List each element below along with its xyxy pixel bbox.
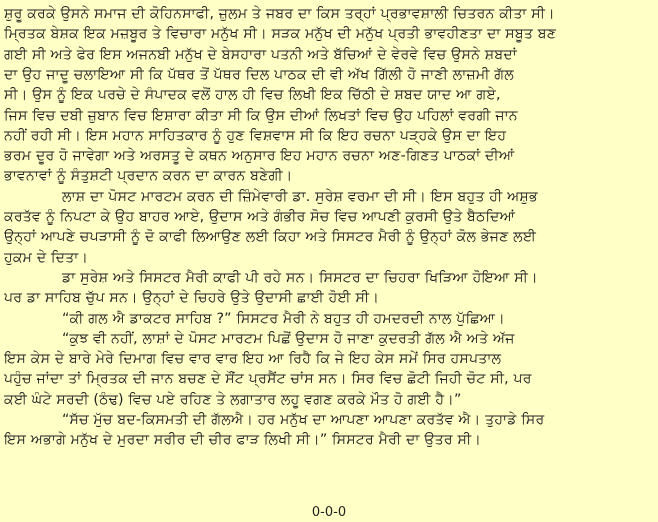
text-line: “ਕੀ ਗਲ ਐ ਡਾਕਟਰ ਸਾਹਿਬ ?” ਸਿਸਟਰ ਮੈਰੀ ਨੇ ਬਹੁਤ ਹੀ ਹਮਦਰਦੀ ਨਾਲ ਪੁੱਛਿਆ। [62, 310, 505, 327]
text-line: “ਕੁਝ ਵੀ ਨਹੀਂ, ਲਾਸ਼ਾਂ ਦੇ ਪੋਸਟ ਮਾਰਟਮ ਪਿਛੋਂ ਉਦਾਸ ਹੋ ਜਾਣਾ ਕੁਦਰਤੀ ਗੱਲ ਐ ਅਤੇ ਅੱਜ [62, 330, 515, 347]
text-line: ਡਾ ਸੁਰੇਸ਼ ਅਤੇ ਸਿਸਟਰ ਮੈਰੀ ਕਾਫੀ ਪੀ ਰਹੇ ਸਨ। ਸਿਸਟਰ ਦਾ ਚਿਹਰਾ ਖਿੜਿਆ ਹੋਇਆ ਸੀ। [62, 269, 538, 286]
text-line: “ਸੱਚ ਮੁੱਚ ਬਦ-ਕਿਸਮਤੀ ਦੀ ਗੱਲਐ। ਹਰ ਮਨੁੱਖ ਦਾ ਆਪਣਾ ਆਪਣਾ ਕਰਤੱਵ ਐ। ਤੁਹਾਡੇ ਸਿਰ [62, 412, 545, 428]
section-end-mark: 0-0-0 [311, 505, 347, 520]
text-line: ਭਾਵਨਾਵਾਂ ਨੂੰ ਸੰਤੁਸ਼ਟੀ ਪ੍ਰਦਾਨ ਕਰਨ ਦਾ ਕਾਰਨ ਬਣੇਗੀ। [4, 168, 293, 185]
text-line: ਸੀ। ਉਸ ਨੂੰ ਇਕ ਪਰਚੇ ਦੇ ਸੰਪਾਦਕ ਵਲੋਂ ਹਾਲ ਹੀ ਵਿਚ ਲਿਖੀ ਇਕ ਚਿੱਠੀ ਦੇ ਸ਼ਬਦ ਯਾਦ ਆ ਗਏ, [4, 87, 501, 104]
text-line: ਗਈ ਸੀ ਅਤੇ ਫੇਰ ਇਸ ਅਜਨਬੀ ਮਨੁੱਖ ਦੇ ਬੇਸਹਾਰਾ ਪਤਨੀ ਅਤੇ ਬੱਚਿਆਂ ਦੇ ਵੇਰਵੇ ਵਿਚ ਉਸਨੇ ਸ਼ਬਦਾਂ [4, 46, 517, 63]
text-line: ਪਰ ਡਾ ਸਾਹਿਬ ਚੁੱਪ ਸਨ। ਉਨ੍ਹਾਂ ਦੇ ਚਿਹਰੇ ਉਤੇ ਉਦਾਸੀ ਛਾਈ ਹੋਈ ਸੀ। [4, 290, 380, 307]
document-page [4, 4, 654, 520]
text-line: ਉਨ੍ਹਾਂ ਆਪਣੇ ਚਪੜਾਸੀ ਨੂੰ ਦੋ ਕਾਫੀ ਲਿਆਉਣ ਲਈ ਕਿਹਾ ਅਤੇ ਸਿਸਟਰ ਮੈਰੀ ਨੂੰ ਉਨ੍ਹਾਂ ਕੋਲ ਭੇਜਣ ਲਈ [4, 229, 537, 246]
text-line: ਲਾਸ਼ ਦਾ ਪੋਸਟ ਮਾਰਟਮ ਕਰਨ ਦੀ ਜ਼ਿੰਮੇਵਾਰੀ ਡਾ. ਸੁਰੇਸ਼ ਵਰਮਾ ਦੀ ਸੀ। ਇਸ ਬਹੁਤ ਹੀ ਅਸ਼ੁਭ [62, 188, 538, 205]
text-line: ਕਈ ਘੰਟੇ ਸਰਦੀ (ਠੰਢ) ਵਿਚ ਪਏ ਰਹਿਣ ਤੇ ਲਗਾਤਾਰ ਲਹੂ ਵਗਣ ਕਰਕੇ ਮੌਤ ਹੋ ਗਈ ਹੈ।” [4, 391, 462, 408]
text-line: ਨਹੀਂ ਰਹੀ ਸੀ। ਇਸ ਮਹਾਨ ਸਾਹਿਤਕਾਰ ਨੂੰ ਹੁਣ ਵਿਸ਼ਵਾਸ ਸੀ ਕਿ ਇਹ ਰਚਨਾ ਪੜ੍ਹਕੇ ਉਸ ਦਾ ਇਹ [4, 127, 507, 144]
text-line: ਇਸ ਅਭਾਗੇ ਮਨੁੱਖ ਦੇ ਮੁਰਦਾ ਸਰੀਰ ਦੀ ਚੀਰ ਫਾੜ ਲਿਖੀ ਸੀ।” ਸਿਸਟਰ ਮੈਰੀ ਦਾ ਉਤਰ ਸੀ। [4, 432, 482, 449]
text-line: ਜਿਸ ਵਿਚ ਦਬੀ ਜ਼ੁਬਾਨ ਵਿਚ ਇਸ਼ਾਰਾ ਕੀਤਾ ਸੀ ਕਿ ਉਸ ਦੀਆਂ ਲਿਖਤਾਂ ਵਿਚ ਉਹ ਪਹਿਲਾਂ ਵਰਗੀ ਜਾਨ [4, 107, 518, 124]
text-line: ਪਹੁੰਚ ਜਾਂਦਾ ਤਾਂ ਮ੍ਰਿਤਕ ਦੀ ਜਾਨ ਬਚਣ ਦੇ ਸੌਂਟ ਪ੍ਰਸੈਂਟ ਚਾਂਸ ਸਨ। ਸਿਰ ਵਿਚ ਛੋਟੀ ਜਿਹੀ ਚੋਟ ਸੀ, ਪਰ [4, 371, 532, 388]
text-line: ਹੁਕਮ ਦੇ ਦਿਤਾ। [4, 249, 89, 266]
text-line: ਇਸ ਕੇਸ ਦੇ ਬਾਰੇ ਮੇਰੇ ਦਿਮਾਗ ਵਿਚ ਵਾਰ ਵਾਰ ਇਹ ਆ ਰਿਹੈ ਕਿ ਜੇ ਇਹ ਕੇਸ ਸਮੇਂ ਸਿਰ ਹਸਪਤਾਲ [4, 351, 502, 368]
text-line: ਮ੍ਰਿਤਕ ਬੇਸ਼ਕ ਇਕ ਮਜ਼ਬੂਰ ਤੇ ਵਿਚਾਰਾ ਮਨੁੱਖ ਸੀ। ਸੜਕ ਮਨੁੱਖ ਦੀ ਮਨੁੱਖ ਪ੍ਰਤੀ ਭਾਵਹੀਣਤਾ ਦਾ ਸਬੂਤ ਬਣ [4, 26, 557, 43]
text-line: ਦਾ ਉਹ ਜਾਦੂ ਚਲਾਇਆ ਸੀ ਕਿ ਪੱਥਰ ਤੋਂ ਪੱਥਰ ਦਿਲ ਪਾਠਕ ਦੀ ਵੀ ਅੱਖ ਗਿੱਲੀ ਹੋ ਜਾਣੀ ਲਾਜ਼ਮੀ ਗੱਲ [4, 66, 515, 83]
text-line: ਭਰਮ ਦੂਰ ਹੋ ਜਾਵੇਗਾ ਅਤੇ ਅਰਸਤੂ ਦੇ ਕਥਨ ਅਨੁਸਾਰ ਇਹ ਮਹਾਨ ਰਚਨਾ ਅਣ-ਗਿਣਤ ਪਾਠਕਾਂ ਦੀਆਂ [4, 148, 515, 165]
text-line: ਸ਼ੁਰੂ ਕਰਕੇ ਉਸਨੇ ਸਮਾਜ ਦੀ ਕੋਹਿਨਸਾਫੀ, ਜ਼ੁਲਮ ਤੇ ਜਬਰ ਦਾ ਕਿਸ ਤਰ੍ਹਾਂ ਪ੍ਰਭਾਵਸ਼ਾਲੀ ਚਿਤਰਨ ਕੀਤਾ ਸੀ। [4, 6, 555, 22]
text-line: ਕਰਤੱਵ ਨੂੰ ਨਿਪਟਾ ਕੇ ਉਹ ਬਾਹਰ ਆਏ, ਉਦਾਸ ਅਤੇ ਗੰਭੀਰ ਸੋਚ ਵਿਚ ਆਪਣੀ ਕੁਰਸੀ ਉਤੇ ਬੈਠਦਿਆਂ [4, 209, 516, 225]
